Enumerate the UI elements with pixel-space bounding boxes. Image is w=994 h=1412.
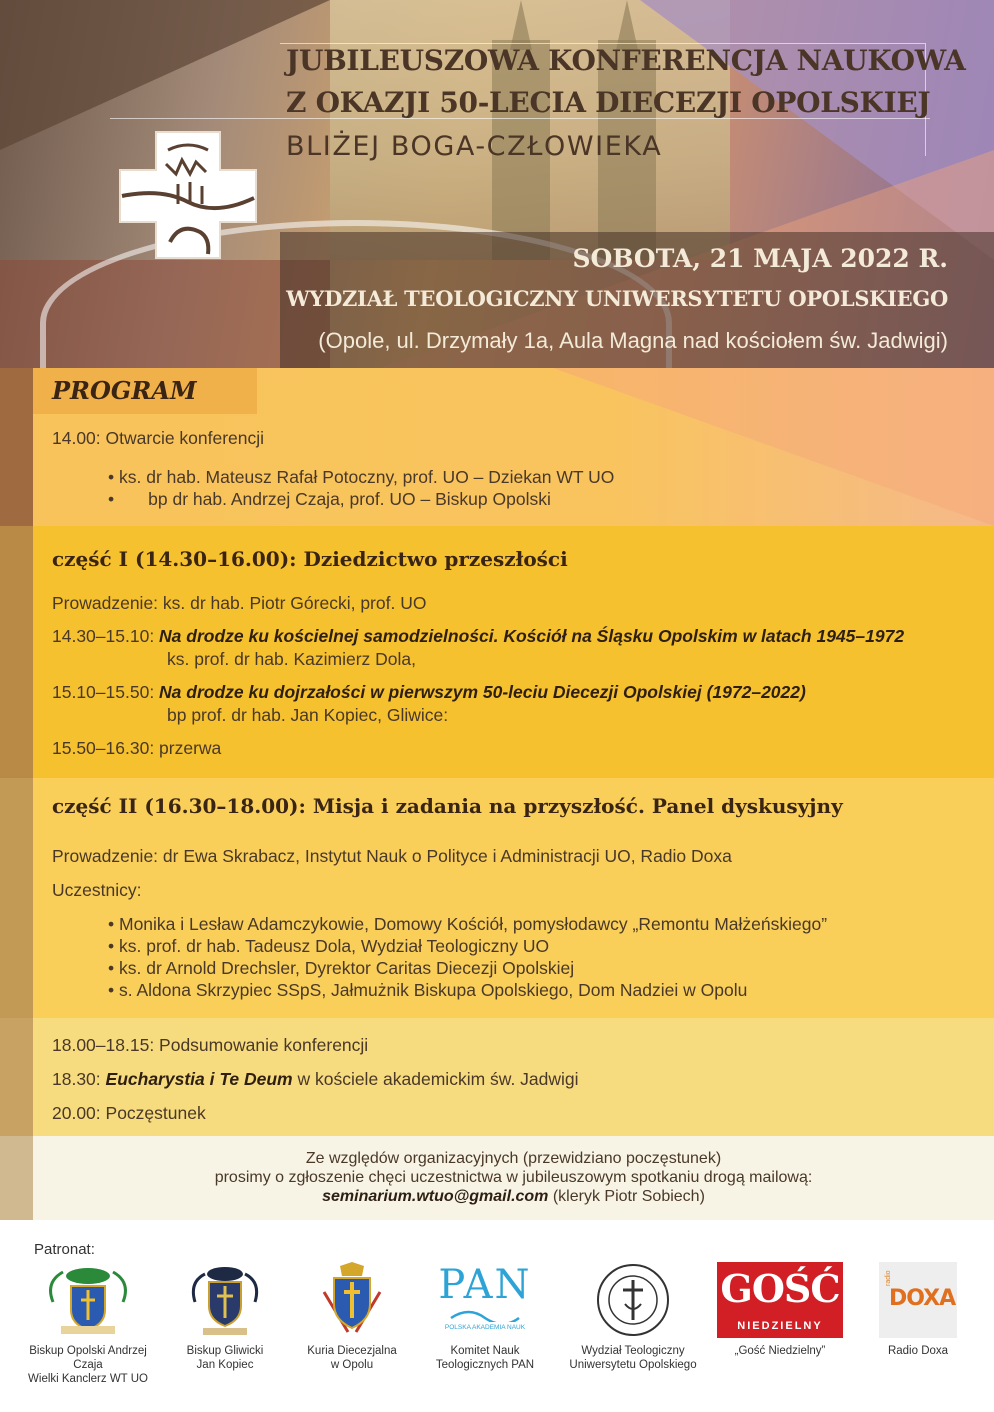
part2-moderator: Prowadzenie: dr Ewa Skrabacz, Instytut Nauk o Polityce i Administracji UO, Radio Doxa [52, 846, 732, 866]
left-band [0, 1136, 33, 1220]
mass-time: 18.30: [52, 1069, 106, 1089]
patron-caption [843, 1344, 993, 1358]
patron-caption-line: „Gość Niedzielny” [734, 1345, 826, 1357]
opening-speaker: • ks. dr hab. Mateusz Rafał Potoczny, prof. UO – Dziekan WT UO [108, 467, 615, 487]
radio-doxa-logo-icon [879, 1262, 957, 1338]
event-address: (Opole, ul. Drzymały 1a, Aula Magna nad kościołem św. Jadwigi) [318, 328, 948, 353]
talk2 [52, 682, 806, 703]
reception-time: 20.00: Poczęstunek [52, 1103, 206, 1123]
participant-item: • Monika i Lesław Adamczykowie, Domowy Kościół, pomysłodawcy „Remontu Małżeńskiego” [108, 914, 828, 934]
patron-item [705, 1262, 855, 1358]
talk1-title: Na drodze ku kościelnej samodzielności. Kościół na Śląsku Opolskim w latach 1945–1972 [159, 626, 905, 646]
patron-caption-line: Teologicznych PAN [435, 1359, 535, 1371]
mass-place: w kościele akademickim św. Jadwigi [292, 1069, 579, 1089]
patron-item [410, 1262, 560, 1372]
talk2-time: 15.10–15.50: [52, 682, 160, 702]
event-host: WYDZIAŁ TEOLOGICZNY UNIWERSYTETU OPOLSKIEGO [286, 286, 948, 311]
patron-caption-line: Biskup Opolski Andrzej Czaja [29, 1345, 147, 1371]
doxa-logo-subtitle: radio [885, 1270, 892, 1286]
program-heading: PROGRAM [52, 376, 197, 405]
patron-caption [705, 1344, 855, 1358]
header-banner [0, 0, 994, 368]
patron-caption [13, 1344, 163, 1386]
cross-logo-icon [118, 130, 258, 260]
left-band [0, 368, 33, 526]
opening-speaker: • bp dr hab. Andrzej Czaja, prof. UO – Biskup Opolski [108, 489, 551, 509]
patron-item [13, 1262, 163, 1386]
talk1-time: 14.30–15.10: [52, 626, 160, 646]
patron-item [558, 1262, 708, 1372]
pan-logo-icon [435, 1262, 535, 1338]
pan-logo-subtitle: POLSKA AKADEMIA NAUK [444, 1324, 526, 1331]
participant-item: • ks. dr Arnold Drechsler, Dyrektor Caritas Diecezji Opolskiej [108, 958, 575, 978]
left-band [0, 526, 33, 778]
patron-caption [410, 1344, 560, 1372]
contact-person: (kleryk Piotr Sobiech) [548, 1188, 705, 1205]
diocese-crest-icon [320, 1262, 384, 1338]
pan-logo-text: PAN [438, 1262, 532, 1308]
patrons-label: Patronat: [34, 1241, 95, 1258]
patron-caption-line: Biskup Gliwicki [186, 1345, 264, 1357]
university-seal-icon [595, 1262, 671, 1338]
coat-of-arms-icon [187, 1262, 263, 1338]
contact-email-link[interactable]: seminarium.wtuo@gmail.com [322, 1188, 549, 1205]
participant-item: • ks. prof. dr hab. Tadeusz Dola, Wydział Teologiczny UO [108, 936, 550, 956]
part1-heading: część I (14.30–16.00): Dziedzictwo przeszłości [52, 547, 568, 571]
break-time: 15.50–16.30: przerwa [52, 738, 222, 758]
part2-heading: część II (16.30–18.00): Misja i zadania na przyszłość. Panel dyskusyjny [52, 794, 843, 818]
patron-item [843, 1262, 993, 1358]
conference-title-line2: Z OKAZJI 50-LECIA DIECEZJI OPOLSKIEJ [286, 86, 931, 119]
note-line1: Ze względów organizacyjnych (przewidziano poczęstunek) [305, 1150, 722, 1167]
participant-item: • s. Aldona Skrzypiec SSpS, Jałmużnik Biskupa Opolskiego, Dom Nadziei w Opolu [108, 980, 748, 1000]
opening-time: 14.00: Otwarcie konferencji [52, 428, 265, 448]
event-date: SOBOTA, 21 MAJA 2022 R. [572, 244, 948, 273]
part1-moderator: Prowadzenie: ks. dr hab. Piotr Górecki, prof. UO [52, 593, 427, 613]
header-shape [0, 0, 330, 150]
left-band [0, 778, 33, 1018]
patron-caption-line: Wydział Teologiczny [581, 1345, 685, 1357]
gosc-logo-text: GOŚĆ [720, 1266, 840, 1311]
coat-of-arms-icon [43, 1262, 133, 1338]
talk1 [52, 626, 904, 647]
gosc-logo-subtitle: NIEDZIELNY [737, 1320, 823, 1332]
patron-caption [277, 1344, 427, 1372]
conference-subtitle: BLIŻEJ BOGA-CZŁOWIEKA [286, 131, 663, 162]
gosc-logo-icon [717, 1262, 843, 1338]
left-band [0, 1018, 33, 1136]
talk2-speaker: bp prof. dr hab. Jan Kopiec, Gliwice: [167, 705, 449, 725]
participants-label: Uczestnicy: [52, 880, 142, 900]
note-line2: prosimy o zgłoszenie chęci uczestnictwa w jubileuszowym spotkaniu drogą mailową: [214, 1169, 813, 1186]
pan-swoosh-icon [449, 1308, 521, 1322]
doxa-logo-text: DOXA [889, 1286, 956, 1311]
patron-caption-line: Jan Kopiec [196, 1359, 254, 1371]
talk1-speaker: ks. prof. dr hab. Kazimierz Dola, [167, 649, 416, 669]
patron-item [277, 1262, 427, 1372]
talk2-title: Na drodze ku dojrzałości w pierwszym 50-leciu Diecezji Opolskiej (1972–2022) [159, 682, 806, 702]
note-line3 [33, 1188, 994, 1206]
conference-title-line1: JUBILEUSZOWA KONFERENCJA NAUKOWA [286, 44, 966, 77]
mass-title: Eucharystia i Te Deum [105, 1069, 293, 1089]
patron-caption-line: Uniwersytetu Opolskiego [569, 1359, 697, 1371]
section-shape [553, 368, 994, 526]
mass-line [52, 1069, 579, 1090]
patron-caption [558, 1344, 708, 1372]
patron-caption-line: Kuria Diecezjalna [307, 1345, 397, 1357]
patron-caption-line: Komitet Nauk [450, 1345, 520, 1357]
patron-caption-line: w Opolu [330, 1359, 374, 1371]
summary-time: 18.00–18.15: Podsumowanie konferencji [52, 1035, 369, 1055]
patron-caption-line: Radio Doxa [887, 1345, 949, 1357]
patron-caption-line: Wielki Kanclerz WT UO [28, 1373, 148, 1385]
